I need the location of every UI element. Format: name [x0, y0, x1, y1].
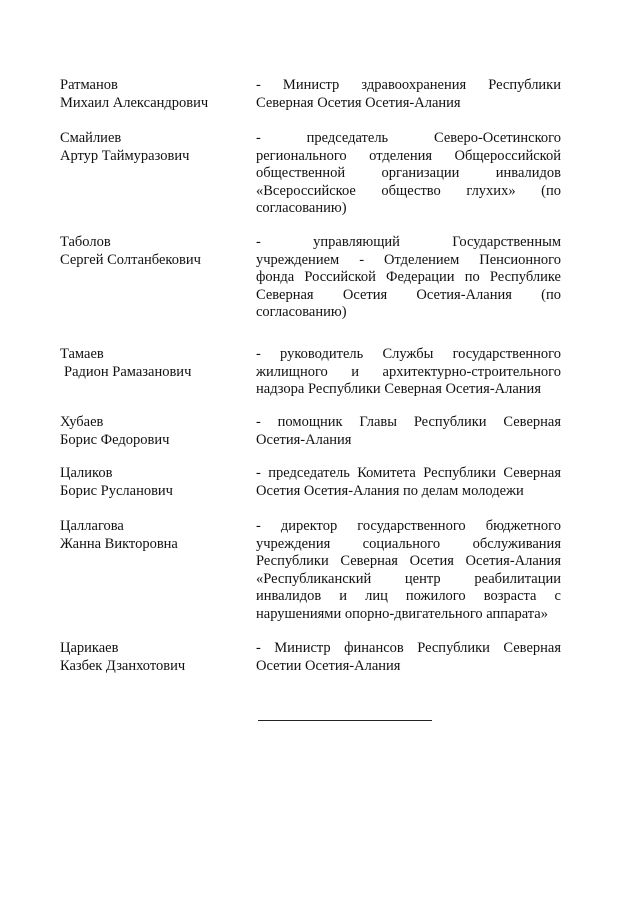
member-given-name: Казбек Дзанхотович: [60, 657, 186, 674]
role-line: надзора Республики Северная Осетия-Алания: [256, 381, 541, 397]
member-given-name: Артур Таймуразович: [60, 147, 190, 164]
role-line: Осетия Осетия-Алания по делам молодежи: [256, 482, 524, 499]
member-surname: Смайлиев: [60, 130, 122, 146]
role-line: - Министр финансов Республики Северная: [256, 640, 561, 656]
member-surname: Цаллагова: [60, 518, 124, 534]
role-line: - Министр здравоохранения Республики: [256, 77, 561, 93]
role-line: учреждения социального обслуживания: [256, 535, 561, 552]
member-role: [256, 234, 561, 322]
role-line: - директор государственного бюджетного: [256, 518, 561, 534]
member-role: [256, 77, 561, 112]
role-line: согласованию): [256, 200, 347, 216]
role-line: - председатель Северо-Осетинского: [256, 130, 561, 146]
role-line: жилищного и архитектурно-строительного: [256, 363, 561, 380]
member-given-name: Радион Рамазанович: [64, 363, 192, 380]
role-line: согласованию): [256, 304, 347, 320]
member-surname: Таболов: [60, 234, 111, 250]
role-line: Республики Северная Осетия Осетия-Алания: [256, 553, 561, 569]
member-name: [60, 130, 250, 165]
member-name: [60, 77, 250, 112]
role-line: регионального отделения Общероссийской: [256, 147, 561, 164]
member-role: [256, 414, 561, 449]
role-line: Осетия-Алания: [256, 431, 352, 448]
role-line: - председатель Комитета Республики Северная: [256, 465, 561, 481]
member-surname: Цаликов: [60, 465, 113, 481]
member-name: [60, 414, 250, 449]
member-role: [256, 465, 561, 500]
member-role: [256, 518, 561, 623]
role-line: - управляющий Государственным: [256, 234, 561, 250]
role-line: «Всероссийское общество глухих» (по: [256, 182, 561, 199]
member-role: [256, 640, 561, 675]
role-line: Северная Осетия Осетия-Алания (по: [256, 286, 561, 303]
role-line: учреждением - Отделением Пенсионного: [256, 251, 561, 268]
end-divider-line: [258, 720, 432, 721]
member-given-name: Жанна Викторовна: [60, 535, 178, 552]
role-line: Северная Осетия Осетия-Алания: [256, 94, 461, 111]
member-surname: Тамаев: [60, 346, 104, 362]
role-line: «Республиканский центр реабилитации: [256, 570, 561, 587]
role-line: общественной организации инвалидов: [256, 165, 561, 181]
member-given-name: Михаил Александрович: [60, 94, 209, 111]
member-name: [60, 465, 250, 500]
member-role: [256, 130, 561, 218]
member-role: [256, 346, 561, 399]
role-line: нарушениями опорно-двигательного аппарата»: [256, 605, 548, 622]
role-line: Осетии Осетия-Алания: [256, 657, 401, 674]
role-line: - помощник Главы Республики Северная: [256, 414, 561, 430]
role-line: - руководитель Службы государственного: [256, 346, 561, 362]
member-surname: Ратманов: [60, 77, 118, 93]
role-line: инвалидов и лиц пожилого возраста с: [256, 588, 561, 604]
member-name: [60, 518, 250, 553]
member-given-name: Сергей Солтанбекович: [60, 251, 201, 268]
member-given-name: Борис Русланович: [60, 482, 173, 499]
member-surname: Царикаев: [60, 640, 119, 656]
member-given-name: Борис Федорович: [60, 431, 170, 448]
member-name: [60, 234, 250, 269]
member-surname: Хубаев: [60, 414, 104, 430]
member-name: [60, 346, 250, 381]
member-name: [60, 640, 250, 675]
role-line: фонда Российской Федерации по Республике: [256, 269, 561, 285]
